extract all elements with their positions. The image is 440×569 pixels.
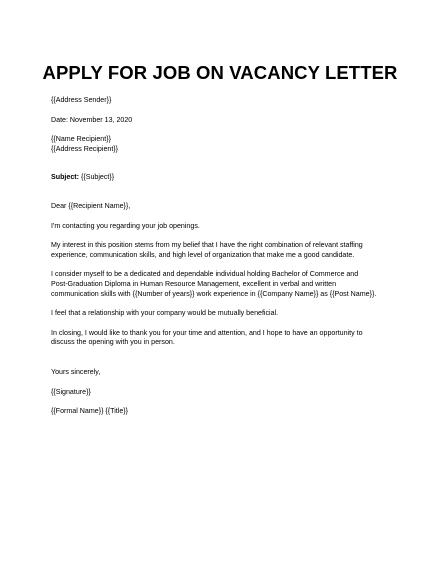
letter-title: APPLY FOR JOB ON VACANCY LETTER bbox=[42, 62, 398, 83]
paragraph-5-line-1: In closing, I would like to thank you for your time and attention, and I hope to have an opportunity to bbox=[51, 328, 363, 337]
paragraph-4: I feel that a relationship with your company would be mutually beneficial. bbox=[51, 309, 279, 318]
paragraph-1: I'm contacting you regarding your job openings. bbox=[51, 221, 200, 230]
letter-date: Date: November 13, 2020 bbox=[51, 115, 133, 124]
paragraph-3-line-2: Post-Graduation Diploma in Human Resource Management, excellent in verbal and written bbox=[51, 279, 337, 288]
paragraph-5-line-2: discuss the opening with you in person. bbox=[51, 338, 175, 347]
signature: {{Signature}} bbox=[51, 387, 91, 396]
paragraph-2-line-2: experience, communication skills, and high level of organization that make me a good candidate. bbox=[51, 250, 355, 259]
address-recipient: {{Address Recipient}} bbox=[51, 144, 119, 153]
paragraph-3-line-1: I consider myself to be a dedicated and dependable individual holding Bachelor of Commerce and bbox=[51, 270, 359, 279]
paragraph-2-line-1: My interest in this position stems from my belief that I have the right combination of relevant staffing bbox=[51, 241, 363, 250]
salutation: Dear {{Recipient Name}}, bbox=[51, 201, 131, 210]
letter-body bbox=[51, 96, 396, 417]
subject-line bbox=[51, 173, 396, 183]
paragraph-3-line-3: communication skills with {{Number of years}} work experience in {{Company Name}} as {{Post Name}}. bbox=[51, 289, 377, 298]
subject-label: Subject: bbox=[51, 173, 79, 182]
address-sender: {{Address Sender}} bbox=[51, 96, 112, 104]
formal-name: {{Formal Name}} {{Title}} bbox=[51, 407, 129, 416]
subject-value: {{Subject}} bbox=[80, 173, 115, 182]
closing: Yours sincerely, bbox=[51, 367, 101, 376]
name-recipient: {{Name Recipient}} bbox=[51, 135, 111, 144]
